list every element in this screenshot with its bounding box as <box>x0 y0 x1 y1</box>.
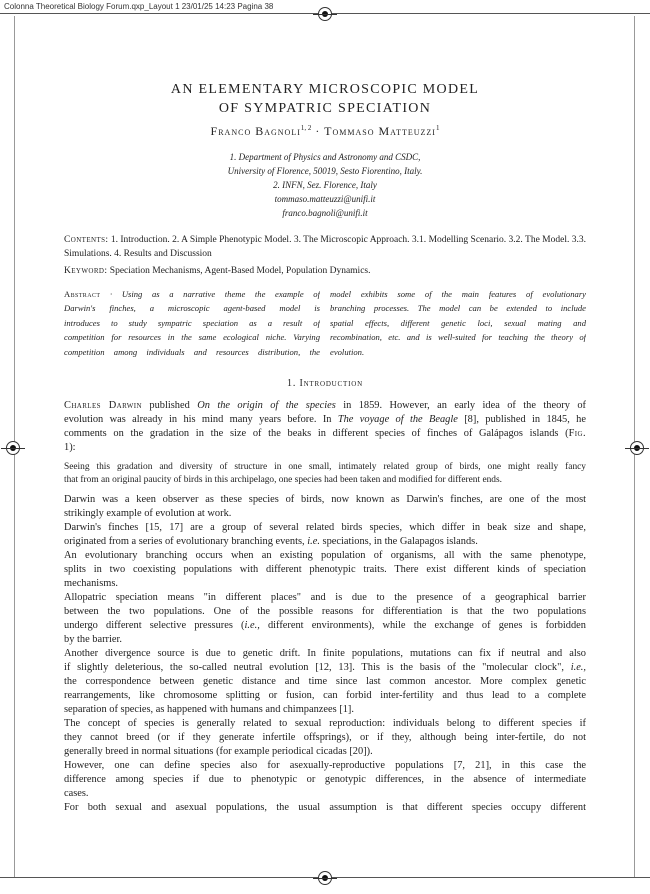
abstract-line: model exhibits some of the main features of evolutionary <box>330 289 586 299</box>
paragraph-line: However, one can define species also for asexually-reproductive populations [7, 21], in this case the <box>64 760 586 771</box>
abstract-line: introduces to study sympatric speciation as a result of <box>64 317 320 328</box>
paragraph-line: splits in two coexisting populations with different phenotypic traits. There exist different kinds of speciation <box>64 564 586 575</box>
paragraph-line: generally breed in normal situations (for example periodical cicadas [20]). <box>64 746 373 757</box>
authors <box>60 124 590 139</box>
paragraph-line: undergo different selective pressures (i.e., different environments), while the exchange of genes is forbidden <box>64 620 586 631</box>
paragraph-line: For both sexual and asexual populations, the usual assumption is that different species occupy different <box>64 802 586 813</box>
abstract-line: branching processes. The model can be extended to include <box>330 303 586 314</box>
paragraph-line: An evolutionary branching occurs when an existing population of organisms, all with the same phenotype, <box>64 550 586 561</box>
author-affiliation-mark: 1 <box>435 124 440 132</box>
block-quote-line: Seeing this gradation and diversity of structure in one small, intimately related group of birds, one might really fancy <box>64 462 586 472</box>
paragraph-line: strikingly example of evolution at work. <box>64 508 232 519</box>
paragraph-line: they cannot breed (or if they generate infertile offsprings), or if they, although being inter-fertile, do not <box>64 732 586 743</box>
abstract-label: Abstract <box>64 289 101 299</box>
registration-mark-icon <box>318 871 332 885</box>
keyword-label: Keyword: <box>64 266 108 276</box>
abstract-right-column <box>330 287 586 359</box>
paragraph-line: originated from a series of evolutionary branching events, i.e. speciations, in the Galapagos islands. <box>64 536 478 547</box>
paragraph-line: cases. <box>64 788 89 799</box>
email-address: tommaso.matteuzzi@unifi.it <box>274 194 376 204</box>
affiliation-line: 2. INFN, Sez. Florence, Italy <box>273 180 377 190</box>
author-name: Franco Bagnoli <box>210 124 301 138</box>
contents-label: Contents: <box>64 235 109 245</box>
abstract-line: spatial effects, different genetic loci, sexual mating and <box>330 317 586 328</box>
abstract-line: Darwin's finches, a microscopic agent-based model is <box>64 303 320 314</box>
paragraph-line: the correspondence between genetic distance and time since last common ancestor. More complex genetic <box>64 676 586 687</box>
abstract-left-column <box>64 287 320 359</box>
paragraph-line: if slightly deleterious, the so-called neutral evolution [12, 13]. This is the basis of the "molecular clock", i.e., <box>64 662 586 673</box>
paragraph-line: by the barrier. <box>64 634 122 645</box>
paragraph-line: comments on the gradation in the size of the beaks in different species of finches of Galápagos islands (Fig. <box>64 428 586 439</box>
keyword-text: Speciation Mechanisms, Agent-Based Model, Population Dynamics. <box>107 266 371 276</box>
paragraph-line: rearrangements, like chromosome splitting or fusion, can forbid inter-fertility and thus lead to a complete <box>64 690 586 701</box>
block-quote-line: that from an original paucity of birds in this archipelago, one species had been taken and modified for different ends. <box>64 475 502 485</box>
paragraph-line: Darwin's finches [15, 17] are a group of several related birds species, which differ in beak size and shape, <box>64 522 586 533</box>
affiliation-line: 1. Department of Physics and Astronomy and CSDC, <box>229 152 421 162</box>
abstract-line: competition for resources in the same ecological niche. Varying <box>64 332 320 343</box>
paragraph-line: Charles Darwin published On the origin of the species in 1859. However, an early idea of the theory of <box>64 400 586 411</box>
paragraph-line: Darwin was a keen observer as these species of birds, now known as Darwin's finches, are one of the most <box>64 494 586 505</box>
registration-mark-icon <box>630 441 644 455</box>
paragraph-line: The concept of species is generally related to sexual reproduction: individuals belong to different species if <box>64 718 586 729</box>
registration-mark-icon <box>318 7 332 21</box>
article-title-line-2: OF SYMPATRIC SPECIATION <box>218 101 432 116</box>
section-heading: 1. Introduction <box>287 378 363 389</box>
paragraph-line: 1): <box>64 442 76 453</box>
file-slug-text: Colonna Theoretical Biology Forum.qxp_Layout 1 23/01/25 14:23 Pagina 38 <box>4 2 274 11</box>
contents-text: 1. Introduction. 2. A Simple Phenotypic Model. 3. The Microscopic Approach. 3.1. Modelling Scenario. 3.2. The Model. 3.3. Simulations. 4. Results and Discussion <box>64 235 586 259</box>
affiliations <box>160 150 490 220</box>
abstract-line: Abstract · Using as a narrative theme the example of <box>64 289 320 299</box>
email-address: franco.bagnoli@unifi.it <box>282 208 368 218</box>
abstract-line: recombination, etc. and is well-suited for teaching the theory of <box>330 332 586 343</box>
paragraph-line: mechanisms. <box>64 578 118 589</box>
abstract-line: competition among individuals and resources distribution, the <box>64 346 320 357</box>
paragraph-line: Another divergence source is due to genetic drift. In finite populations, mutations can fix if neutral and also <box>64 648 586 659</box>
paragraph-line: Allopatric speciation means "in different places" and is due to the presence of a geographical barrier <box>64 592 586 603</box>
paragraph-line: between the two populations. One of the possible reasons for differentiation is that the two populations <box>64 606 586 617</box>
table-of-contents <box>64 233 586 261</box>
keywords <box>64 264 586 278</box>
affiliation-line: University of Florence, 50019, Sesto Fiorentino, Italy. <box>227 166 423 176</box>
abstract-line: evolution. <box>330 346 365 357</box>
author-name: Tommaso Matteuzzi <box>324 124 436 138</box>
article-title-line-1: AN ELEMENTARY MICROSCOPIC MODEL <box>170 82 480 97</box>
author-separator: · <box>311 124 325 138</box>
paragraph-line: difference among species if due to phenotypic or genotypic differences, in the absence of intermediate <box>64 774 586 785</box>
paragraph-line: evolution was already in his mind many years before. In The voyage of the Beagle [8], published in 1845, he <box>64 414 586 425</box>
author-affiliation-mark: 1, 2 <box>300 124 312 132</box>
registration-mark-icon <box>6 441 20 455</box>
paragraph-line: separation of species, as happened with humans and chimpanzees [1]. <box>64 704 354 715</box>
